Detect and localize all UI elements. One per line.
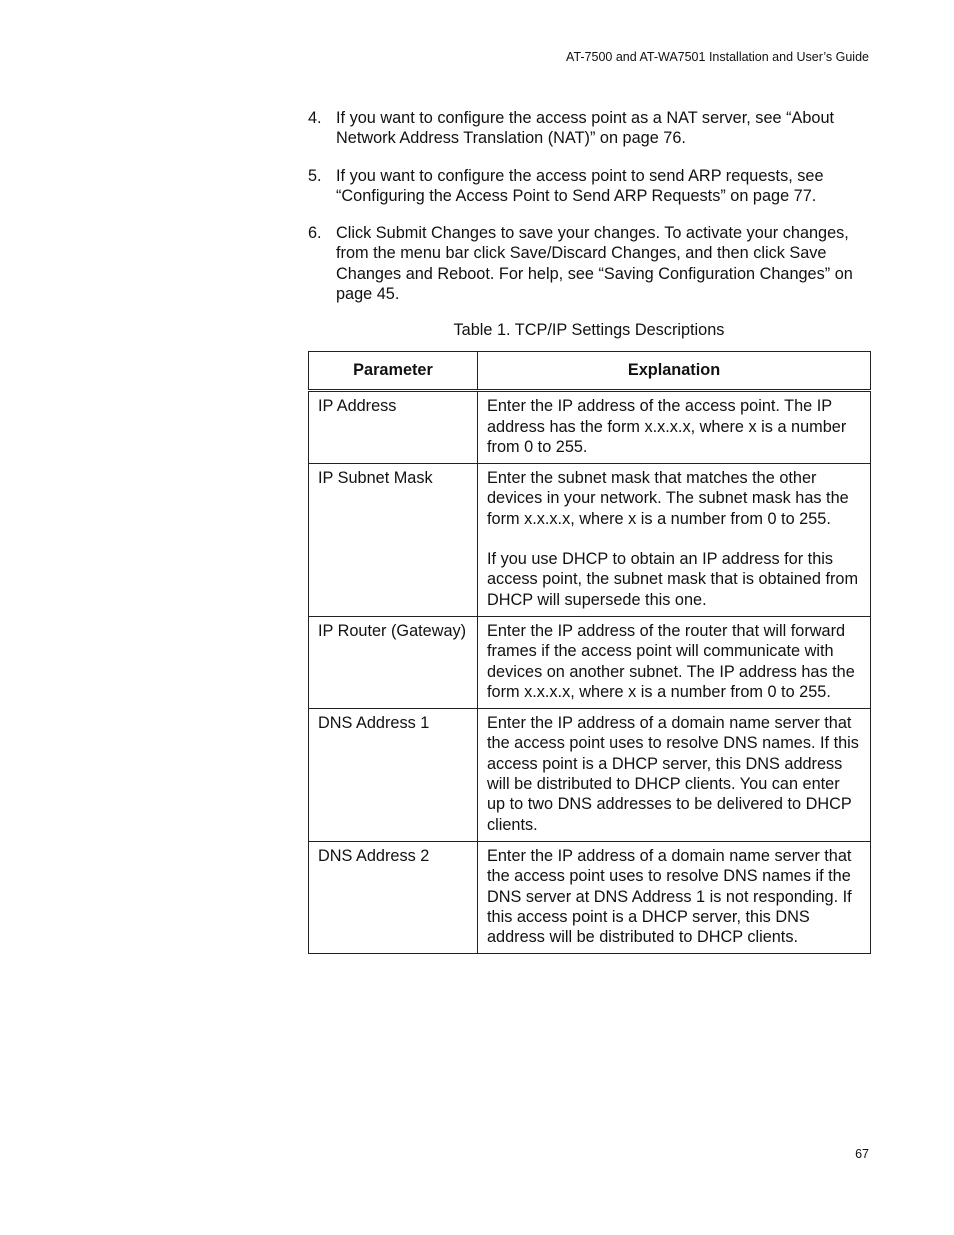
parameter-cell: DNS Address 1	[309, 709, 478, 842]
table-header-row	[309, 352, 871, 391]
explanation-cell	[478, 464, 871, 617]
table-caption: Table 1. TCP/IP Settings Descriptions	[453, 321, 725, 339]
step-6	[308, 223, 870, 304]
parameter-cell: IP Address	[309, 391, 478, 464]
step-text: Click Submit Changes to save your changes. To activate your changes, from the menu bar click Save/Discard Changes, and then click Save Changes and Reboot. For help, see “Saving Configuration Changes” on page 45.	[336, 224, 853, 304]
step-text: If you want to configure the access point as a NAT server, see “About Network Address Translation (NAT)” on page 76.	[336, 109, 835, 148]
column-header-parameter: Parameter	[309, 352, 478, 391]
explanation-note: If you use DHCP to obtain an IP address for this access point, the subnet mask that is obtained from DHCP will supersede this one.	[487, 550, 859, 609]
table-row	[309, 616, 871, 708]
explanation-text: Enter the IP address of a domain name server that the access point uses to resolve DNS names if the DNS server at DNS Address 1 is not responding. If this access point is a DHCP server, this DNS address will be distributed to DHCP clients.	[487, 846, 852, 947]
explanation-cell	[478, 616, 871, 708]
paragraph-gap	[487, 529, 861, 549]
parameter-cell: DNS Address 2	[309, 841, 478, 953]
instruction-steps	[308, 108, 870, 321]
explanation-text: Enter the subnet mask that matches the other devices in your network. The subnet mask has the form x.x.x.x, where x is a number from 0 to 255.	[487, 469, 849, 528]
step-4	[308, 108, 870, 149]
table-row	[309, 841, 871, 953]
step-number: 4.	[308, 109, 322, 127]
tcpip-settings-table	[308, 351, 871, 954]
step-5	[308, 166, 870, 207]
table-row	[309, 391, 871, 464]
explanation-text: Enter the IP address of the router that will forward frames if the access point will communicate with devices on another subnet. The IP address has the form x.x.x.x, where x is a number from 0 to 255.	[487, 621, 855, 701]
page-number: 67	[855, 1147, 869, 1161]
column-header-explanation: Explanation	[478, 352, 871, 391]
step-text: If you want to configure the access point to send ARP requests, see “Configuring the Access Point to Send ARP Requests” on page 77.	[336, 166, 824, 205]
explanation-text: Enter the IP address of the access point. The IP address has the form x.x.x.x, where x is a number from 0 to 255.	[487, 397, 847, 456]
parameter-cell: IP Router (Gateway)	[309, 616, 478, 708]
running-header: AT-7500 and AT-WA7501 Installation and User’s Guide	[566, 50, 869, 64]
table-row	[309, 464, 871, 617]
explanation-cell	[478, 709, 871, 842]
explanation-cell	[478, 841, 871, 953]
parameter-cell: IP Subnet Mask	[309, 464, 478, 617]
explanation-cell	[478, 391, 871, 464]
explanation-text: Enter the IP address of a domain name server that the access point uses to resolve DNS names. If this access point is a DHCP server, this DNS address will be distributed to DHCP clients. You can enter up to two DNS addresses to be delivered to DHCP clients.	[487, 714, 859, 834]
step-number: 5.	[308, 166, 322, 185]
step-number: 6.	[308, 224, 322, 243]
table-row	[309, 709, 871, 842]
